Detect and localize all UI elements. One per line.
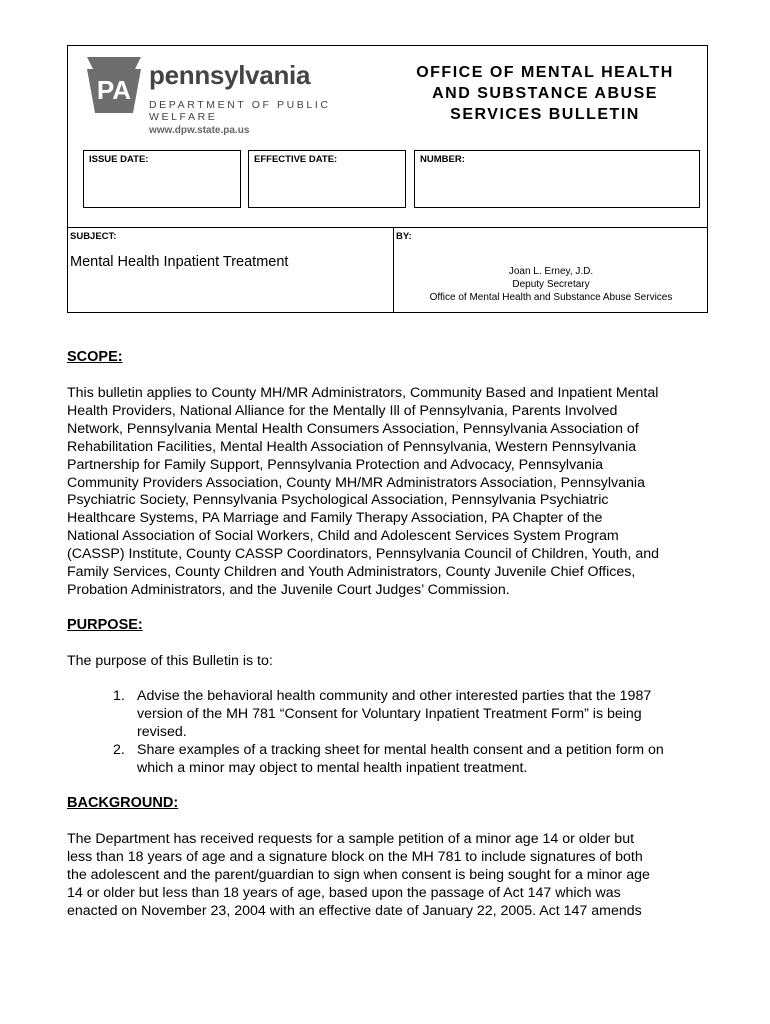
- list-item-line: Share examples of a tracking sheet for mental health consent and a petition form on: [137, 742, 664, 758]
- effective-date-label: EFFECTIVE DATE:: [254, 154, 338, 165]
- by-label: BY:: [396, 231, 412, 242]
- signer-name: Joan L. Erney, J.D.: [508, 266, 594, 277]
- signer-office: Office of Mental Health and Substance Abuse Services: [429, 292, 673, 303]
- signer-title: Deputy Secretary: [512, 279, 590, 290]
- scope-line: Network, Pennsylvania Mental Health Consumers Association, Pennsylvania Association of: [67, 420, 639, 437]
- scope-line: Rehabilitation Facilities, Mental Health Association of Pennsylvania, Western Pennsylvania: [67, 438, 637, 455]
- logo-url: www.dpw.state.pa.us: [149, 125, 250, 136]
- purpose-heading: PURPOSE:: [67, 617, 143, 633]
- background-line: enacted on November 23, 2004 with an effective date of January 22, 2005. Act 147 amends: [67, 902, 642, 919]
- background-line: less than 18 years of age and a signature block on the MH 781 to include signatures of both: [67, 848, 643, 865]
- list-item-number: 1.: [113, 688, 125, 704]
- issue-date-field: [83, 150, 241, 208]
- scope-line: National Association of Social Workers, Child and Adolescent Services System Program: [67, 528, 619, 545]
- logo-badge-text: PA: [96, 75, 132, 105]
- scope-paragraph: [67, 385, 707, 600]
- purpose-intro: [67, 653, 707, 671]
- scope-heading: SCOPE:: [67, 349, 123, 365]
- scope-line: Health Providers, National Alliance for the Mentally Ill of Pennsylvania, Parents Involved: [67, 402, 618, 419]
- signer-block: [395, 265, 707, 304]
- list-item-number: 2.: [113, 742, 125, 758]
- list-item-line: version of the MH 781 “Consent for Voluntary Inpatient Treatment Form” is being: [137, 705, 642, 722]
- bulletin-title-line: AND SUBSTANCE ABUSE: [432, 85, 658, 102]
- purpose-intro-text: The purpose of this Bulletin is to:: [67, 653, 273, 669]
- background-line: the adolescent and the parent/guardian to sign when consent is being sought for a minor age: [67, 866, 650, 883]
- subject-label: SUBJECT:: [70, 231, 117, 242]
- background-line: 14 or older but less than 18 years of age, based upon the passage of Act 147 which was: [67, 884, 621, 901]
- subject-value: Mental Health Inpatient Treatment: [70, 254, 289, 270]
- list-item-line: Advise the behavioral health community and other interested parties that the 1987: [137, 688, 652, 704]
- pa-dpw-logo: [83, 55, 373, 140]
- bulletin-title-line: OFFICE OF MENTAL HEALTH: [416, 64, 674, 81]
- keystone-logo-icon: [83, 55, 145, 117]
- issue-date-label: ISSUE DATE:: [89, 154, 149, 165]
- logo-state-name: pennsylvania: [149, 60, 311, 90]
- bulletin-title-line: SERVICES BULLETIN: [450, 106, 640, 123]
- subject-by-divider: [393, 227, 394, 313]
- scope-line: Partnership for Family Support, Pennsylvania Protection and Advocacy, Pennsylvania: [67, 456, 603, 473]
- scope-line: This bulletin applies to County MH/MR Administrators, Community Based and Inpatient Mental: [67, 385, 659, 401]
- scope-line: Probation Administrators, and the Juvenile Court Judges’ Commission.: [67, 581, 510, 598]
- logo-department: DEPARTMENT OF PUBLIC WELFARE: [149, 99, 331, 123]
- scope-line: Family Services, County Children and Youth Administrators, County Juvenile Chief Offices,: [67, 564, 636, 581]
- bulletin-title: [390, 62, 700, 125]
- number-field: [414, 150, 700, 208]
- scope-line: Healthcare Systems, PA Marriage and Family Therapy Association, PA Chapter of the: [67, 510, 603, 527]
- list-item-line: which a minor may object to mental health inpatient treatment.: [137, 759, 528, 776]
- background-line: The Department has received requests for a sample petition of a minor age 14 or older but: [67, 831, 635, 847]
- header-divider: [67, 227, 708, 228]
- background-heading: BACKGROUND:: [67, 795, 179, 811]
- number-label: NUMBER:: [420, 154, 465, 165]
- background-paragraph: [67, 831, 707, 921]
- effective-date-field: [248, 150, 406, 208]
- scope-line: Psychiatric Society, Pennsylvania Psychological Association, Pennsylvania Psychiatric: [67, 492, 609, 509]
- scope-line: Community Providers Association, County MH/MR Administrators Association, Pennsylvania: [67, 474, 645, 491]
- scope-line: (CASSP) Institute, County CASSP Coordinators, Pennsylvania Council of Children, Youth, and: [67, 546, 659, 563]
- list-item-line: revised.: [137, 723, 187, 740]
